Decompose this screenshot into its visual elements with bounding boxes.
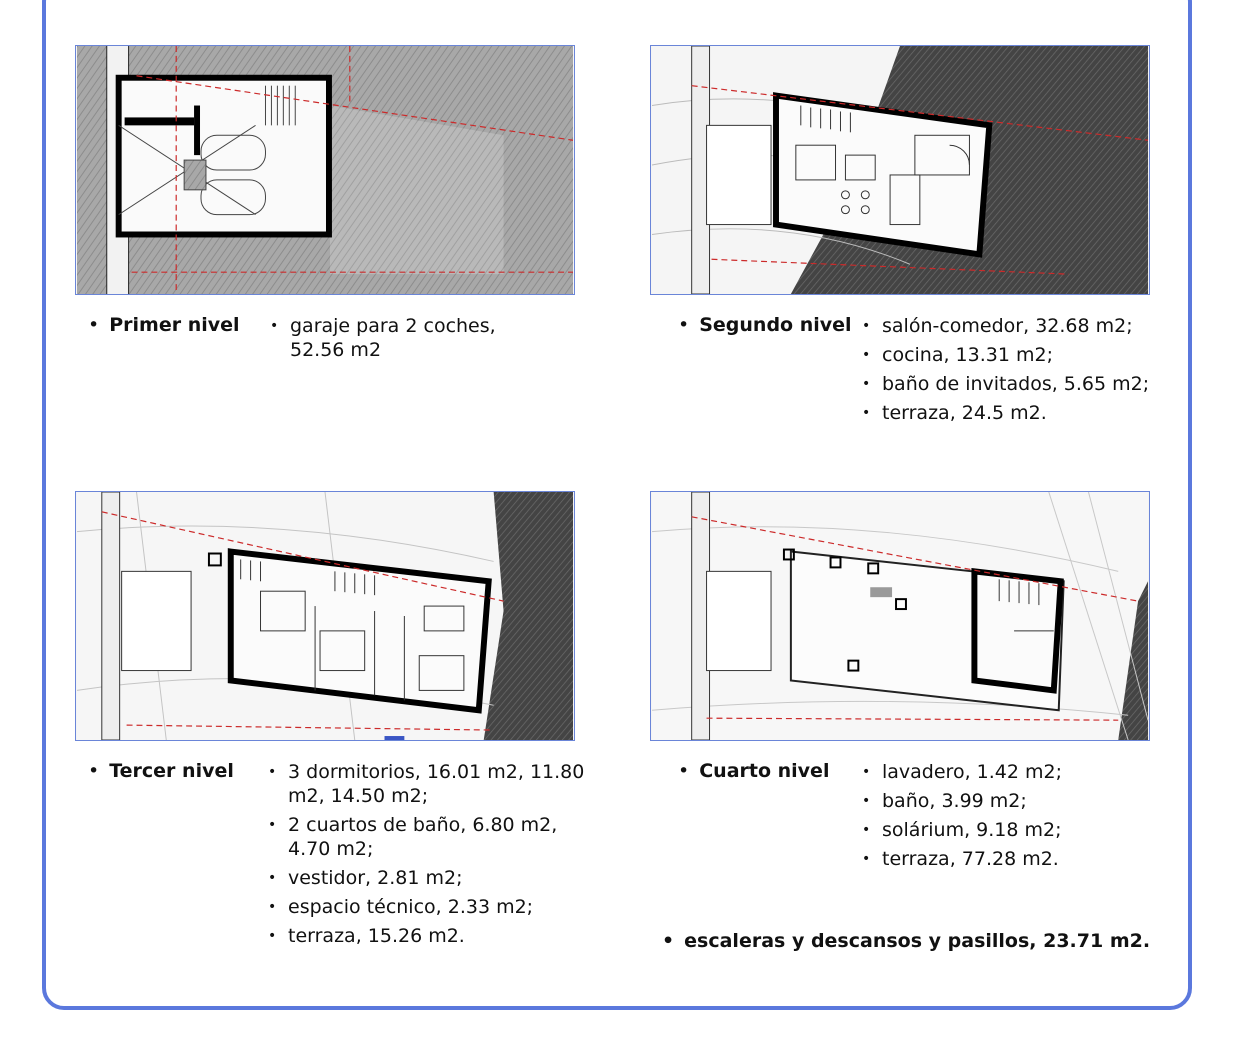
list-item: • terraza, 15.26 m2. xyxy=(268,924,588,948)
list-item: • 2 cuartos de baño, 6.80 m2, 4.70 m2; xyxy=(268,813,588,861)
floor-plan-primer-nivel xyxy=(75,45,575,295)
floor-plan-tercer-nivel xyxy=(75,491,575,741)
level-items-primer xyxy=(270,314,530,367)
list-item: • lavadero, 1.42 m2; xyxy=(862,760,1182,784)
list-item: • terraza, 24.5 m2. xyxy=(862,401,1192,425)
list-item: • cocina, 13.31 m2; xyxy=(862,343,1192,367)
list-item: • solárium, 9.18 m2; xyxy=(862,818,1182,842)
level-title-cuarto: • Cuarto nivel xyxy=(678,760,829,782)
list-item: • baño, 3.99 m2; xyxy=(862,789,1182,813)
list-item: • vestidor, 2.81 m2; xyxy=(268,866,588,890)
floor-plan-cuarto-nivel xyxy=(650,491,1150,741)
floor-plan-segundo-nivel xyxy=(650,45,1150,295)
level-items-cuarto xyxy=(862,760,1182,876)
list-item: • salón-comedor, 32.68 m2; xyxy=(862,314,1192,338)
list-item: • 3 dormitorios, 16.01 m2, 11.80 m2, 14.50 m2; xyxy=(268,760,588,808)
list-item: • espacio técnico, 2.33 m2; xyxy=(268,895,588,919)
level-items-tercer xyxy=(268,760,588,953)
list-item: • garaje para 2 coches, 52.56 m2 xyxy=(270,314,530,362)
level-items-segundo xyxy=(862,314,1192,430)
list-item: • terraza, 77.28 m2. xyxy=(862,847,1182,871)
level-title-segundo: • Segundo nivel xyxy=(678,314,852,336)
list-item: • baño de invitados, 5.65 m2; xyxy=(862,372,1192,396)
level-title-tercer: • Tercer nivel xyxy=(88,760,234,782)
level-title-primer: • Primer nivel xyxy=(88,314,240,336)
summary-note: • escaleras y descansos y pasillos, 23.71 m2. xyxy=(662,930,1150,952)
